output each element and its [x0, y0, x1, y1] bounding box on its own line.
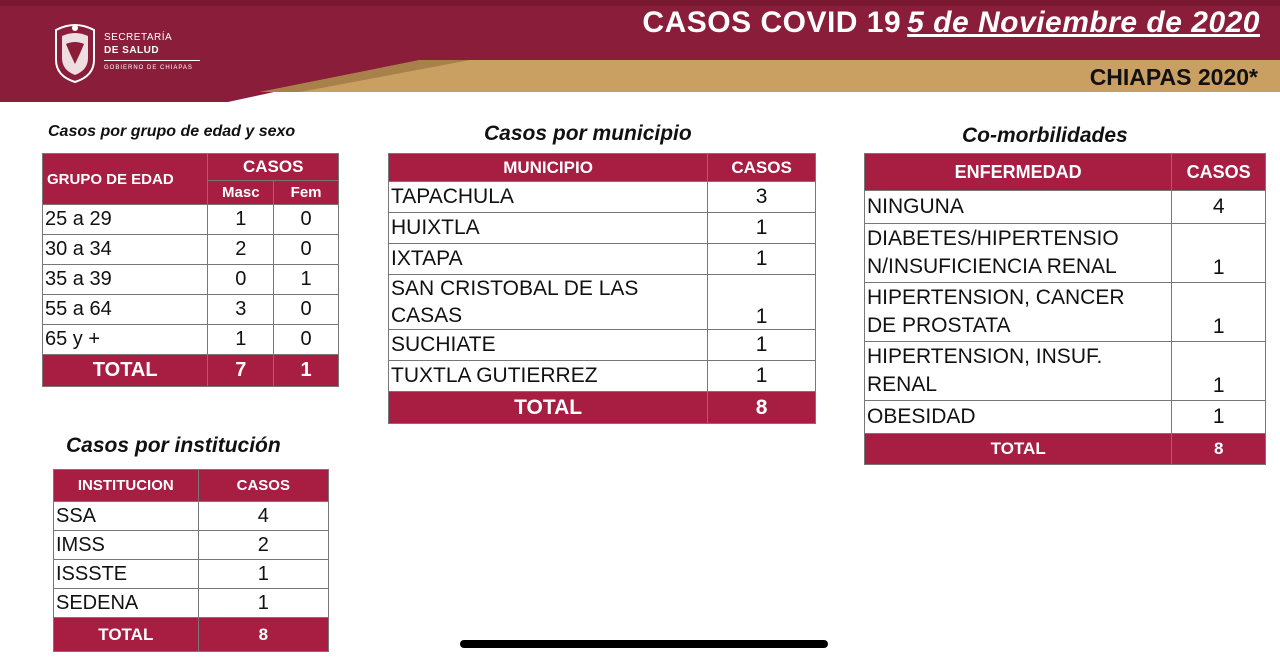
col-grupo-edad: GRUPO DE EDAD — [43, 154, 208, 205]
institucion-table-title: Casos por institución — [66, 434, 281, 457]
col-institucion: INSTITUCION — [54, 470, 199, 502]
table-row — [389, 182, 816, 213]
logo-divider — [104, 60, 200, 61]
col-casos: CASOS — [1172, 154, 1266, 191]
chiapas-crest-icon — [52, 20, 98, 84]
table-row — [389, 275, 816, 330]
masc-value: 0 — [208, 265, 274, 295]
table-row — [54, 531, 329, 560]
age-group: 55 a 64 — [43, 295, 208, 325]
municipio-casos: 1 — [708, 275, 816, 330]
institucion-name: SEDENA — [54, 589, 199, 618]
secretaria-salud-logo — [52, 18, 202, 88]
table-row — [43, 235, 339, 265]
table-row — [54, 589, 329, 618]
institucion-name: SSA — [54, 502, 199, 531]
municipio-name-line1: SAN CRISTOBAL DE LAS — [391, 277, 639, 300]
age-table-title: Casos por grupo de edad y sexo — [48, 123, 296, 140]
municipio-casos: 1 — [708, 361, 816, 392]
enfermedad-name — [865, 342, 1172, 401]
municipio-casos: 3 — [708, 182, 816, 213]
fem-value: 0 — [274, 235, 339, 265]
institucion-name: ISSSTE — [54, 560, 199, 589]
table-row — [43, 205, 339, 235]
total-row — [865, 434, 1266, 465]
municipio-table — [388, 153, 816, 424]
table-row — [865, 342, 1266, 401]
table-row — [865, 224, 1266, 283]
enfermedad-line1: HIPERTENSION, INSUF. — [867, 345, 1103, 368]
table-row — [43, 295, 339, 325]
logo-line2: DE SALUD — [104, 45, 160, 56]
logo-line3: GOBIERNO DE CHIAPAS — [104, 65, 193, 71]
home-indicator-bar[interactable] — [460, 640, 828, 648]
enfermedad-name — [865, 224, 1172, 283]
total-value: 8 — [708, 392, 816, 424]
institucion-casos: 4 — [198, 502, 328, 531]
table-row — [865, 401, 1266, 434]
enfermedad-line2: RENAL — [867, 373, 938, 396]
institucion-name: IMSS — [54, 531, 199, 560]
table-row — [865, 283, 1266, 342]
age-group: 35 a 39 — [43, 265, 208, 295]
total-row — [54, 618, 329, 652]
page-subtitle: CHIAPAS 2020* — [1089, 64, 1258, 90]
institucion-casos: 1 — [198, 560, 328, 589]
table-row — [43, 325, 339, 355]
table-row — [54, 502, 329, 531]
enfermedad-casos: 1 — [1172, 224, 1266, 283]
municipio-name — [389, 275, 708, 330]
enfermedad-name: OBESIDAD — [865, 401, 1172, 434]
table-row — [54, 560, 329, 589]
comorbilidades-table — [864, 153, 1266, 465]
enfermedad-casos: 1 — [1172, 342, 1266, 401]
enfermedad-name: NINGUNA — [865, 191, 1172, 224]
total-label: TOTAL — [865, 434, 1172, 465]
institucion-casos: 2 — [198, 531, 328, 560]
col-casos: CASOS — [208, 154, 339, 181]
masc-value: 1 — [208, 205, 274, 235]
total-value: 8 — [198, 618, 328, 652]
municipio-name: TUXTLA GUTIERREZ — [389, 361, 708, 392]
enfermedad-line1: HIPERTENSION, CANCER — [867, 286, 1125, 309]
municipio-name: HUIXTLA — [389, 213, 708, 244]
col-casos: CASOS — [708, 154, 816, 182]
enfermedad-casos: 4 — [1172, 191, 1266, 224]
municipio-casos: 1 — [708, 244, 816, 275]
col-municipio: MUNICIPIO — [389, 154, 708, 182]
age-group: 30 a 34 — [43, 235, 208, 265]
table-row — [389, 213, 816, 244]
table-row — [865, 191, 1266, 224]
total-fem: 1 — [274, 355, 339, 387]
page-title — [642, 6, 1260, 40]
total-value: 8 — [1172, 434, 1266, 465]
masc-value: 2 — [208, 235, 274, 265]
institucion-casos: 1 — [198, 589, 328, 618]
masc-value: 3 — [208, 295, 274, 325]
municipio-table-title: Casos por municipio — [484, 122, 692, 145]
table-row — [43, 265, 339, 295]
col-masc: Masc — [208, 181, 274, 205]
fem-value: 0 — [274, 325, 339, 355]
table-row — [389, 244, 816, 275]
total-label: TOTAL — [54, 618, 199, 652]
table-row — [389, 330, 816, 361]
municipio-name: TAPACHULA — [389, 182, 708, 213]
age-group: 25 a 29 — [43, 205, 208, 235]
municipio-casos: 1 — [708, 330, 816, 361]
total-row — [43, 355, 339, 387]
title-prefix: CASOS COVID 19 — [642, 6, 902, 39]
logo-line1: SECRETARÍA — [104, 32, 173, 43]
total-label: TOTAL — [389, 392, 708, 424]
enfermedad-line1: DIABETES/HIPERTENSIO — [867, 227, 1119, 250]
col-enfermedad: ENFERMEDAD — [865, 154, 1172, 191]
institucion-table — [53, 469, 329, 652]
enfermedad-casos: 1 — [1172, 401, 1266, 434]
enfermedad-line2: DE PROSTATA — [867, 314, 1011, 337]
total-row — [389, 392, 816, 424]
municipio-name-line2: CASAS — [391, 304, 463, 327]
enfermedad-name — [865, 283, 1172, 342]
municipio-name: SUCHIATE — [389, 330, 708, 361]
municipio-casos: 1 — [708, 213, 816, 244]
fem-value: 1 — [274, 265, 339, 295]
enfermedad-line2: N/INSUFICIENCIA RENAL — [867, 255, 1117, 278]
masc-value: 1 — [208, 325, 274, 355]
municipio-name: IXTAPA — [389, 244, 708, 275]
fem-value: 0 — [274, 295, 339, 325]
enfermedad-casos: 1 — [1172, 283, 1266, 342]
fem-value: 0 — [274, 205, 339, 235]
age-sex-table — [42, 153, 339, 387]
total-label: TOTAL — [43, 355, 208, 387]
title-date: 5 de Noviembre de 2020 — [907, 6, 1260, 39]
col-casos: CASOS — [198, 470, 328, 502]
table-row — [389, 361, 816, 392]
col-fem: Fem — [274, 181, 339, 205]
total-masc: 7 — [208, 355, 274, 387]
age-group: 65 y + — [43, 325, 208, 355]
comorbilidades-table-title: Co-morbilidades — [962, 124, 1128, 147]
